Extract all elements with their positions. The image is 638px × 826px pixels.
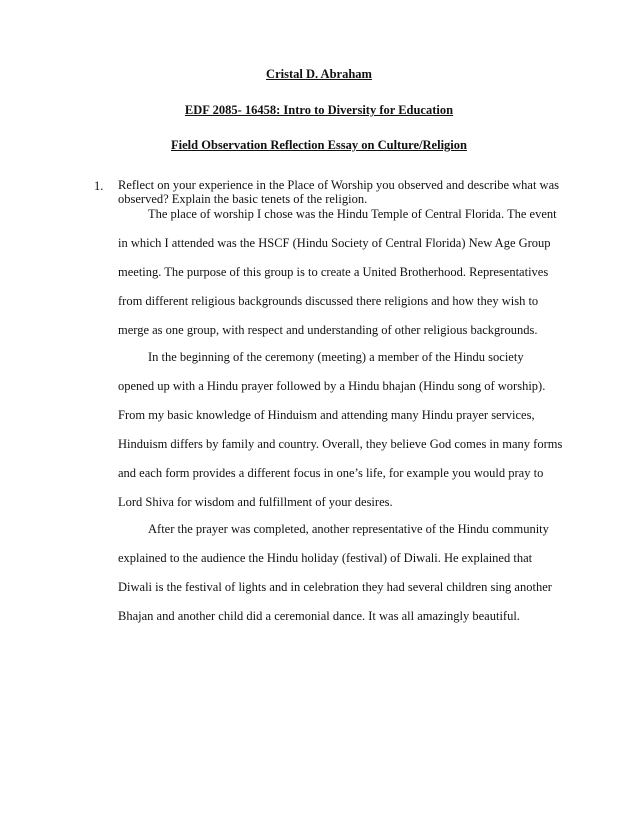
body-line: In the beginning of the ceremony (meeting) a member of the Hindu society [148,350,524,364]
essay-title: Field Observation Reflection Essay on Culture/Religion [171,138,467,152]
body-line: Lord Shiva for wisdom and fulfillment of your desires. [118,495,393,509]
body-line: From my basic knowledge of Hinduism and attending many Hindu prayer services, [118,408,535,422]
course-title: EDF 2085- 16458: Intro to Diversity for Education [184,103,454,117]
body-line: Bhajan and another child did a ceremonial dance. It was all amazingly beautiful. [118,609,520,623]
question-line: observed? Explain the basic tenets of the religion. [118,191,368,206]
body-line: meeting. The purpose of this group is to create a United Brotherhood. Representatives [118,265,549,279]
question-line: Reflect on your experience in the Place of Worship you observed and describe what was [118,178,559,192]
question-number: 1. [94,179,104,193]
body-line: from different religious backgrounds discussed there religions and how they wish to [118,294,539,308]
body-line: explained to the audience the Hindu holiday (festival) of Diwali. He explained that [118,551,533,565]
body-line: After the prayer was completed, another representative of the Hindu community [148,522,549,536]
body-line: Diwali is the festival of lights and in celebration they had several children sing another [118,580,552,594]
body-line: and each form provides a different focus in one’s life, for example you would pray to [118,466,544,480]
question-text [118,178,559,206]
body-line: in which I attended was the HSCF (Hindu Society of Central Florida) New Age Group [118,236,551,250]
body-line: The place of worship I chose was the Hindu Temple of Central Florida. The event [148,207,557,221]
body-line: merge as one group, with respect and understanding of other religious backgrounds. [118,323,538,337]
body-line: opened up with a Hindu prayer followed by a Hindu bhajan (Hindu song of worship). [118,379,546,393]
body-line: Hinduism differs by family and country. Overall, they believe God comes in many forms [118,437,563,451]
author-name: Cristal D. Abraham [266,67,372,81]
